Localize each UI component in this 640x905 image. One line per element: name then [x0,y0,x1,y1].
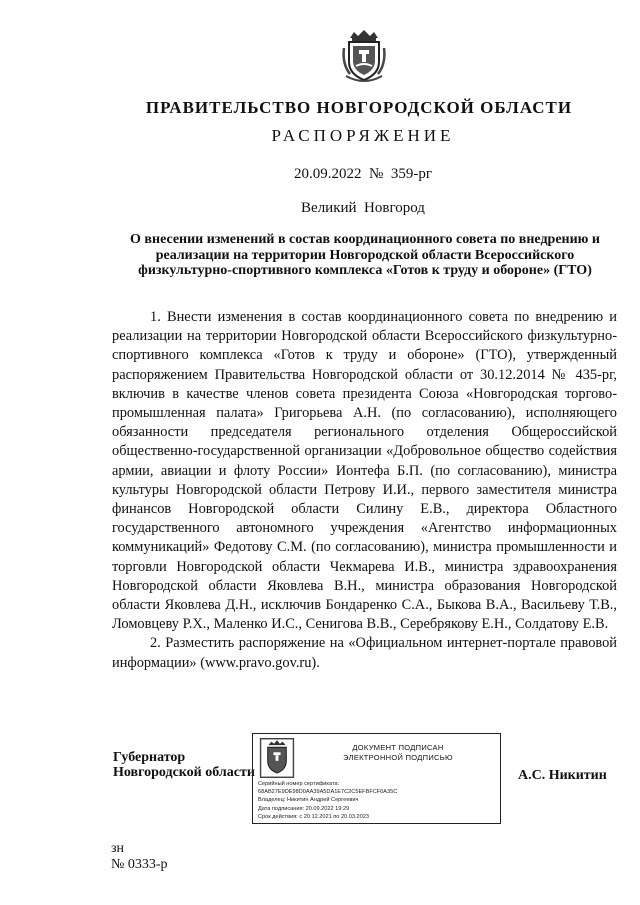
paragraph-2: 2. Разместить распоряжение на «Официальном интернет-портале правовой информации» (www.pravo.gov.ru). [112,635,617,671]
cert-owner: Владелец: Никитин Андрей Сергеевич [258,797,359,804]
date-and-number: 20.09.2022 № 359-рг [294,166,432,182]
government-title: ПРАВИТЕЛЬСТВО НОВГОРОДСКОЙ ОБЛАСТИ [145,98,573,117]
sign-date: Дата подписания: 20.09.2022 19:29 [258,805,350,812]
document-type: РАСПОРЯЖЕНИЕ [271,126,455,145]
novgorod-coat-of-arms-icon [259,738,295,778]
signer-position-line-1: Губернатор [113,750,186,765]
signer-name: А.С. Никитин [518,768,607,783]
electronic-signature-stamp [252,733,501,824]
signer-position [113,750,255,780]
executor-initials: зн [111,841,125,856]
document-body [112,308,617,673]
cert-serial-label: Серийный номер сертификата: [258,781,340,787]
footer [111,841,168,873]
cert-serial: 68AB27E9DE98D0AA39A5DA1E7C2C5EFBFCF0A35C [258,789,398,796]
stamp-title-line-2: ЭЛЕКТРОННОЙ ПОДПИСЬЮ [343,753,453,762]
stamp-title-line-1: ДОКУМЕНТ ПОДПИСАН [352,743,444,752]
city: Великий Новгород [301,200,425,216]
paragraph-1: 1. Внести изменения в состав координационного совета по внедрению и реализации на территории Новгородской области Всероссийского физкультурно-спортивного комплекса «Готов к труду и обороне» (ГТО), утвержденный распоряжением Правительства Новгородской области от 30.12.2014 № 435-рг, включив в качестве членов совета президента Союза «Новгородская торгово-промышленная палата» Григорьева А.Н. (по согласованию), исполняющего обязанности председателя регионального отделения Общероссийской общественно-государственной организации «Добровольное общество содействия армии, авиации и флоту России» Ионтефа Б.П. (по согласованию), министра культуры Новгородской области Петрову И.И., первого заместителя министра финансов Новгородской области Силину Е.В., директора Областного государственного автономного учреждения «Агентство информационных коммуникаций» Федотову С.М. (по согласованию), министра промышленности и торговли Новгородской области Чекмарева И.В., министра здравоохранения Новгородской области Яковлева В.Н., министра образования Новгородской области Яковлева Д.Н., исключив Бондаренко С.А., Быкова В.А., Васильеву Т.В., Ломовцеву Р.Х., Маленко И.С., Сенигова В.В., Серебрякову Е.Н., Солдатову Е.В. [112,309,617,633]
cert-validity: Срок действия: с 20.12.2021 по 20.03.2023 [258,813,369,820]
stamp-title [303,743,493,763]
certificate-details [258,780,498,821]
document-subject: О внесении изменений в состав координационного совета по внедрению и реализации на территории Новгородской области Всероссийского физкультурно-спортивного комплекса «Готов к труду и обороне» (ГТО) [130,232,600,278]
novgorod-coat-of-arms-icon [340,28,388,84]
registration-number: № 0333-р [111,857,168,872]
signer-position-line-2: Новгородской области [113,765,255,780]
